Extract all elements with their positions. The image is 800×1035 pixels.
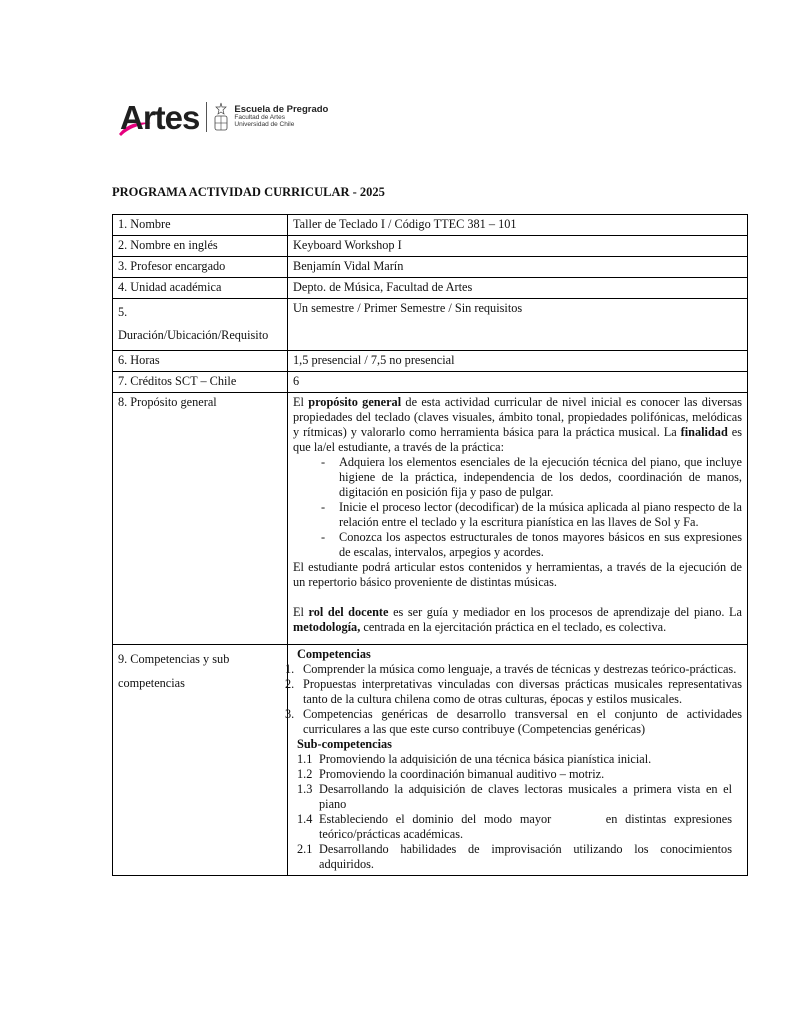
row-value: Benjamín Vidal Marín	[288, 257, 748, 278]
logo-divider	[206, 102, 207, 132]
item-text: Comprender la música como lenguaje, a través de técnicas y destrezas teórico-prácticas.	[303, 662, 737, 676]
row-label: 6. Horas	[113, 351, 288, 372]
list-item	[297, 752, 732, 767]
table-row	[113, 299, 748, 351]
emphasis-text: finalidad	[680, 425, 728, 439]
row-label-part: Duración/Ubicación/Requisito	[118, 328, 269, 342]
item-number: 1.1	[297, 752, 313, 766]
list-item: - Conozca los aspectos estructurales de tonos mayores básicos en sus expresiones de escalas, intervalos, arpegios y acordes.	[321, 530, 742, 560]
row-label: 7. Créditos SCT – Chile	[113, 372, 288, 393]
purpose-content	[288, 393, 748, 645]
row-value: 1,5 presencial / 7,5 no presencial	[288, 351, 748, 372]
text-run: es ser guía y mediador en los procesos de aprendizaje del piano. La	[388, 605, 742, 619]
item-number: 1.4	[297, 812, 313, 826]
list-item	[297, 812, 736, 842]
row-value: Taller de Teclado I / Código TTEC 381 – 101	[288, 215, 748, 236]
list-item: - Inicie el proceso lector (decodificar) de la música aplicada al piano respecto de la relación entre el teclado y la escritura pianística en las llaves de Sol y Fa.	[321, 500, 742, 530]
item-number: 1.3	[297, 782, 313, 796]
item-number: 1.2	[297, 767, 313, 781]
item-number: 1.	[285, 662, 295, 676]
row-label: 4. Unidad académica	[113, 278, 288, 299]
item-text: Promoviendo la adquisición de una técnica básica pianística inicial.	[319, 752, 652, 766]
row-value: Keyboard Workshop I	[288, 236, 748, 257]
table-row	[113, 351, 748, 372]
item-text: Promoviendo la coordinación bimanual auditivo – motriz.	[319, 767, 605, 781]
list-item: - Adquiera los elementos esenciales de la ejecución técnica del piano, que incluye higiene de la práctica, independencia de los dedos, coordinación de manos, digitación en posición fija y paso de pulgar.	[321, 455, 742, 500]
table-row	[113, 372, 748, 393]
item-number: 2.	[285, 677, 295, 691]
text-run: centrada en la ejercitación práctica en el teclado, es colectiva.	[360, 620, 667, 634]
list-item	[297, 842, 732, 872]
row-label-part: 9. Competencias y sub	[118, 652, 230, 666]
text-run: El	[293, 395, 309, 409]
list-item	[297, 767, 732, 782]
table-row-competencies	[113, 645, 748, 876]
emphasis-text: rol del docente	[308, 605, 389, 619]
university-crest-icon	[213, 102, 229, 132]
competencies-heading: Competencias	[297, 647, 371, 661]
item-number: 3.	[285, 707, 295, 721]
competencies-list	[285, 662, 742, 737]
row-label: 8. Propósito general	[113, 393, 288, 645]
row-value: Depto. de Música, Facultad de Artes	[288, 278, 748, 299]
list-item	[285, 662, 742, 677]
list-item	[285, 677, 742, 707]
row-label	[113, 645, 288, 876]
logo-school-name: Escuela de Pregrado	[234, 104, 329, 116]
table-row	[113, 278, 748, 299]
spacer	[293, 635, 742, 641]
emphasis-text: metodología,	[293, 620, 361, 634]
table-row-purpose	[113, 393, 748, 645]
item-number: 2.1	[297, 842, 313, 856]
row-label: 1. Nombre	[113, 215, 288, 236]
logo-faculty-name: Facultad de Artes	[234, 114, 285, 122]
item-text: Desarrollando habilidades de improvisación utilizando los conocimientos adquiridos.	[319, 842, 732, 871]
text-run: de esta actividad curricular de nivel inicial es conocer las diversas propiedades del teclado (claves visuales, ámbito tonal, propiedades polifónicas, melódicas y rítmicas) y valorarlo como herramienta básica para la práctica musical. La	[293, 395, 743, 439]
purpose-paragraph	[293, 605, 742, 635]
sub-competencies-list	[293, 752, 742, 872]
table-row	[113, 215, 748, 236]
item-text: Competencias genéricas de desarrollo transversal en el conjunto de actividades curriculares a las que este curso contribuye (Competencias genéricas)	[303, 707, 742, 736]
purpose-list	[293, 455, 742, 560]
purpose-paragraph	[293, 395, 742, 455]
item-text: Propuestas interpretativas vinculadas con diversas prácticas musicales representativas tanto de la cultura chilena como de otras culturas, épocas y estilos musicales.	[303, 677, 742, 706]
row-label	[113, 299, 288, 351]
row-value: Un semestre / Primer Semestre / Sin requisitos	[288, 299, 748, 351]
spacer	[293, 590, 742, 605]
logo-wordmark	[120, 98, 200, 136]
table-row	[113, 257, 748, 278]
logo-university-name: Universidad de Chile	[234, 120, 295, 128]
logo-wordmark-text: Artes	[120, 98, 200, 136]
table-row	[113, 236, 748, 257]
text-run: es que la/el estudiante, a través de la práctica:	[293, 425, 742, 454]
row-label-part: 5.	[118, 305, 128, 319]
list-item	[285, 707, 742, 737]
competencies-content	[285, 645, 748, 876]
faculty-logo	[120, 96, 328, 138]
row-label: 3. Profesor encargado	[113, 257, 288, 278]
document-title: PROGRAMA ACTIVIDAD CURRICULAR - 2025	[112, 185, 385, 199]
row-label-part: competencias	[118, 676, 185, 690]
list-item	[297, 782, 732, 812]
purpose-paragraph: El estudiante podrá articular estos contenidos y herramientas, a través de la ejecución de un repertorio básico proveniente de distintas músicas.	[293, 560, 742, 589]
sub-competencies-heading: Sub-competencias	[297, 737, 392, 751]
row-value: 6	[288, 372, 748, 393]
item-text: Desarrollando la adquisición de claves lectoras musicales a primera vista en el piano	[319, 782, 732, 811]
program-table	[112, 214, 748, 876]
row-label: 2. Nombre en inglés	[113, 236, 288, 257]
item-text: Estableciendo el dominio del modo mayor en distintas expresiones teórico/prácticas académicas.	[319, 812, 736, 841]
text-run: El	[293, 605, 309, 619]
logo-text	[234, 105, 328, 129]
emphasis-text: propósito general	[308, 395, 402, 409]
